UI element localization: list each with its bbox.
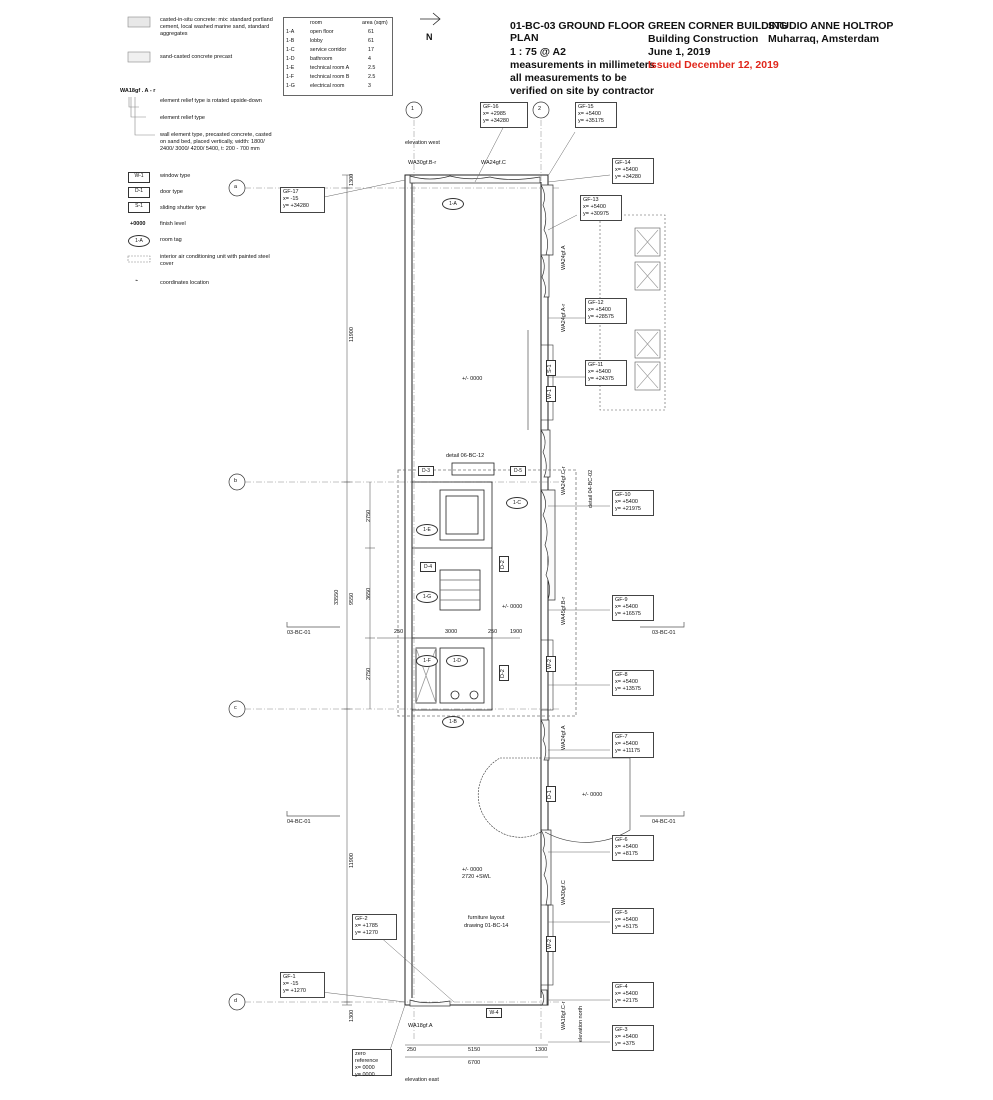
level-open-floor: +/- 0000 [462, 376, 483, 382]
legend-precast: sand-casted concrete precast [160, 54, 233, 60]
table-row: 2.5 [368, 65, 376, 71]
wall-tag-wa30gf-b-r: WA30gf.B-r [408, 160, 437, 166]
wall-tag-wa18gf-a: WA18gf.A [408, 1023, 433, 1029]
detail-note-04-bc-02: detail 04-BC-02 [588, 469, 594, 508]
dim-9550: 9550 [349, 592, 355, 605]
legend-room-tag-symbol: 1-A [128, 235, 150, 247]
dim-250-right: 250 [488, 629, 498, 635]
legend-wall-element: wall element type, precasted concrete, casted on sand bed, placed vertically, width: 1800/ 2400/ 3000/ 4200/ 5400, t: 200 - 700 mm [160, 132, 272, 152]
detail-note-06-bc-12: detail 06-BC-12 [446, 453, 485, 459]
north-label: N [426, 32, 433, 42]
office-name: STUDIO ANNE HOLTROP [768, 20, 894, 32]
grid-label-c: c [234, 705, 237, 711]
legend-relief-rotated: element relief type is rotated upside-down [160, 98, 262, 104]
dim-bottom-5150: 5150 [468, 1047, 481, 1053]
section-04-bc-01-right: 04-BC-01 [652, 819, 676, 825]
dim-3000: 3000 [445, 629, 458, 635]
coord-gf-1: GF-1 x= -15 y= +1270 [280, 972, 325, 998]
grid-label-1: 1 [411, 106, 415, 112]
coord-gf-10: GF-10 x= +5400 y= +21975 [612, 490, 654, 516]
table-row: service corridor [310, 47, 347, 53]
table-row: technical room B [310, 74, 350, 80]
table-row: 61 [368, 38, 374, 44]
door-tag-d5: D-5 [510, 466, 526, 476]
dim-bottom-6700: 6700 [468, 1060, 481, 1066]
window-tag-w1: W-1 [546, 386, 556, 402]
table-row: 1-A [286, 29, 295, 35]
coord-gf-9: GF-9 x= +5400 y= +16575 [612, 595, 654, 621]
note-verify-line2: verified on site by contractor [510, 85, 655, 97]
table-header-room: room [310, 20, 323, 26]
legend-swatch-precast [128, 52, 150, 62]
window-tag-w2-lower: W-2 [546, 936, 556, 952]
coord-gf-14: GF-14 x= +5400 y= +34280 [612, 158, 654, 184]
legend-coordinates: coordinates location [160, 280, 209, 286]
dim-2750-lower: 2750 [366, 667, 372, 680]
table-row: 1-F [286, 74, 294, 80]
room-area-table [283, 17, 393, 96]
furniture-note-line2: drawing 01-BC-14 [464, 923, 509, 929]
coord-gf-2: GF-2 x= +1785 y= +1270 [352, 914, 397, 940]
room-tag-1b: 1-B [442, 716, 464, 728]
table-row: 3 [368, 83, 371, 89]
coord-gf-8: GF-8 x= +5400 y= +13575 [612, 670, 654, 696]
note-verify-line1: all measurements to be [510, 72, 627, 84]
precast-panel [541, 990, 547, 1005]
door-tag-d4: D-4 [420, 562, 436, 572]
section-line-03-right [640, 622, 684, 627]
grid-label-2: 2 [538, 106, 542, 112]
window-tag-w4: W-4 [486, 1008, 502, 1018]
dim-11900-bottom: 11900 [349, 853, 355, 868]
furniture-note-line1: furniture layout [468, 915, 505, 921]
table-row: electrical room [310, 83, 345, 89]
wall-tag-wa24gf-a-2: WA24gf.A [561, 725, 567, 750]
dim-250-left: 250 [394, 629, 404, 635]
table-row: lobby [310, 38, 323, 44]
door-tag-d2-upper: D-2 [499, 556, 509, 572]
door-swing [478, 758, 541, 837]
drawing-title-line2: PLAN [510, 32, 539, 44]
shutter-tag-s1: S-1 [546, 360, 556, 376]
dim-2750-upper: 2750 [366, 509, 372, 522]
table-row: technical room A [310, 65, 350, 71]
legend-relief-type: element relief type [160, 115, 205, 121]
coord-gf-16: GF-16 x= +2985 y= +34280 [480, 102, 528, 128]
legend-room-tag: room tag [160, 237, 182, 243]
elevation-east-label: elevation east [405, 1077, 439, 1083]
project-date: June 1, 2019 [648, 46, 711, 58]
table-row: 1-D [286, 56, 295, 62]
dim-1300-top: 1300 [349, 173, 355, 186]
project-name: GREEN CORNER BUILDING [648, 20, 788, 32]
door-tag-d3: D-3 [418, 466, 434, 476]
wall-tag-wa24gf-a-r: WA24gf.A-r [561, 303, 567, 332]
dim-bottom-1300: 1300 [535, 1047, 548, 1053]
drawing-scale: 1 : 75 @ A2 [510, 46, 566, 58]
precast-panel [541, 185, 553, 255]
door-tag-d2-lower: D-2 [499, 665, 509, 681]
section-04-bc-01-left: 04-BC-01 [287, 819, 311, 825]
grid-bubble-c [229, 701, 245, 717]
wall-tag-wa24gf-a-1: WA24gf.A [561, 245, 567, 270]
dim-33550: 33550 [334, 589, 340, 605]
dim-11900-top: 11900 [349, 327, 355, 342]
coord-gf-17: GF-17 x= -15 y= +34280 [280, 187, 325, 213]
elevation-west-label: elevation west [405, 140, 440, 146]
level-entrance: +/- 0000 [582, 792, 603, 798]
room-tag-1d: 1-D [446, 655, 468, 667]
dim-1900: 1900 [510, 629, 523, 635]
table-row: bathroom [310, 56, 333, 62]
legend-concrete: casted-in-situ concrete: mix: standard portland cement, local washed marine sand, standard aggregates [160, 17, 273, 37]
room-tag-1a: 1-A [442, 198, 464, 210]
legend-finish-level: finish level [160, 221, 186, 227]
legend-wall-tag-sample: WA18gf . A - r [120, 88, 156, 94]
legend-window-type: window type [160, 173, 191, 179]
section-line-04-left [287, 811, 340, 816]
door-tag-d1: D-1 [546, 786, 556, 802]
wall-tag-wa45gf-b-r: WA45gf.B-r [561, 596, 567, 625]
zero-reference-box: zero reference x= 0000 y= 0000 [352, 1049, 392, 1076]
precast-panel [541, 255, 549, 297]
level-lobby: +/- 0000 [462, 867, 483, 873]
level-swl: 2720 +SWL [462, 874, 491, 880]
drawing-title-line1: 01-BC-03 GROUND FLOOR [510, 20, 645, 32]
room-tag-1e: 1-E [416, 524, 438, 536]
table-row: 61 [368, 29, 374, 35]
dim-1300-bottom: 1300 [349, 1009, 355, 1022]
coord-gf-13: GF-13 x= +5400 y= +30975 [580, 195, 622, 221]
table-row: 1-E [286, 65, 295, 71]
project-phase: Building Construction [648, 33, 759, 45]
room-tag-1f: 1-F [416, 655, 438, 667]
table-header-area: area (sqm) [362, 20, 388, 26]
issued-date: Issued December 12, 2019 [648, 59, 779, 71]
coord-gf-7: GF-7 x= +5400 y= +11175 [612, 732, 654, 758]
section-line-03-left [287, 622, 340, 627]
grid-label-d: d [234, 998, 238, 1004]
table-row: 1-G [286, 83, 295, 89]
grid-label-a: a [234, 184, 238, 190]
precast-panel [541, 720, 549, 760]
coord-gf-15: GF-15 x= +5400 y= +35175 [575, 102, 617, 128]
level-service-corridor: +/- 0000 [502, 604, 523, 610]
room-tag-1c: 1-C [506, 497, 528, 509]
window-tag-w2-upper: W-2 [546, 656, 556, 672]
wall-tag-wa18gf-c-r: WA18gf.C-r [561, 1001, 567, 1030]
window-w2-upper [541, 640, 553, 710]
table-row: 2.5 [368, 74, 376, 80]
legend-shutter-symbol: S-1 [128, 202, 150, 213]
wall-tag-wa24gf-c-r: WA24gf.C-r [561, 466, 567, 495]
coord-gf-4: GF-4 x= +5400 y= +2175 [612, 982, 654, 1008]
dim-bottom-250: 250 [407, 1047, 417, 1053]
legend-window-symbol: W-1 [128, 172, 150, 183]
legend-door-type: door type [160, 189, 183, 195]
table-row: 17 [368, 47, 374, 53]
legend-shutter-type: sliding shutter type [160, 205, 206, 211]
table-row: 4 [368, 56, 371, 62]
wall-tag-wa30gf-c: WA30gf.C [561, 880, 567, 905]
precast-panel [410, 1000, 450, 1006]
section-03-bc-01-right: 03-BC-01 [652, 630, 676, 636]
section-03-bc-01-left: 03-BC-01 [287, 630, 311, 636]
room-tag-1g: 1-G [416, 591, 438, 603]
coord-gf-6: GF-6 x= +5400 y= +8175 [612, 835, 654, 861]
legend-coordinate-icon: ⌁ [135, 278, 139, 284]
elevation-north-label: elevation north [578, 1005, 584, 1042]
dim-3650: 3650 [366, 587, 372, 600]
legend-swatch-ac [128, 256, 150, 262]
coord-gf-11: GF-11 x= +5400 y= +24375 [585, 360, 627, 386]
precast-panel [541, 830, 551, 905]
table-row: 1-B [286, 38, 295, 44]
legend-ac-unit: interior air conditioning unit with painted steel cover [160, 254, 270, 267]
coord-gf-3: GF-3 x= +5400 y= +375 [612, 1025, 654, 1051]
note-millimeters: measurements in millimeters [510, 59, 655, 71]
office-location: Muharraq, Amsterdam [768, 33, 880, 45]
lift-shaft [440, 490, 484, 540]
window-opening [541, 345, 553, 420]
door-swing-right [545, 758, 630, 842]
legend-bracket [129, 97, 155, 135]
wall-tag-wa24gf-c-top: WA24gf.C [481, 160, 506, 166]
legend-door-symbol: D-1 [128, 187, 150, 198]
north-arrow [420, 13, 440, 25]
legend-swatch-concrete [128, 17, 150, 27]
table-row: open floor [310, 29, 334, 35]
grid-label-b: b [234, 478, 238, 484]
table-row: 1-C [286, 47, 295, 53]
coord-gf-5: GF-5 x= +5400 y= +5175 [612, 908, 654, 934]
coord-gf-12: GF-12 x= +5400 y= +28575 [585, 298, 627, 324]
section-line-04-right [640, 811, 684, 816]
legend-level-symbol: +0000 [130, 221, 146, 227]
